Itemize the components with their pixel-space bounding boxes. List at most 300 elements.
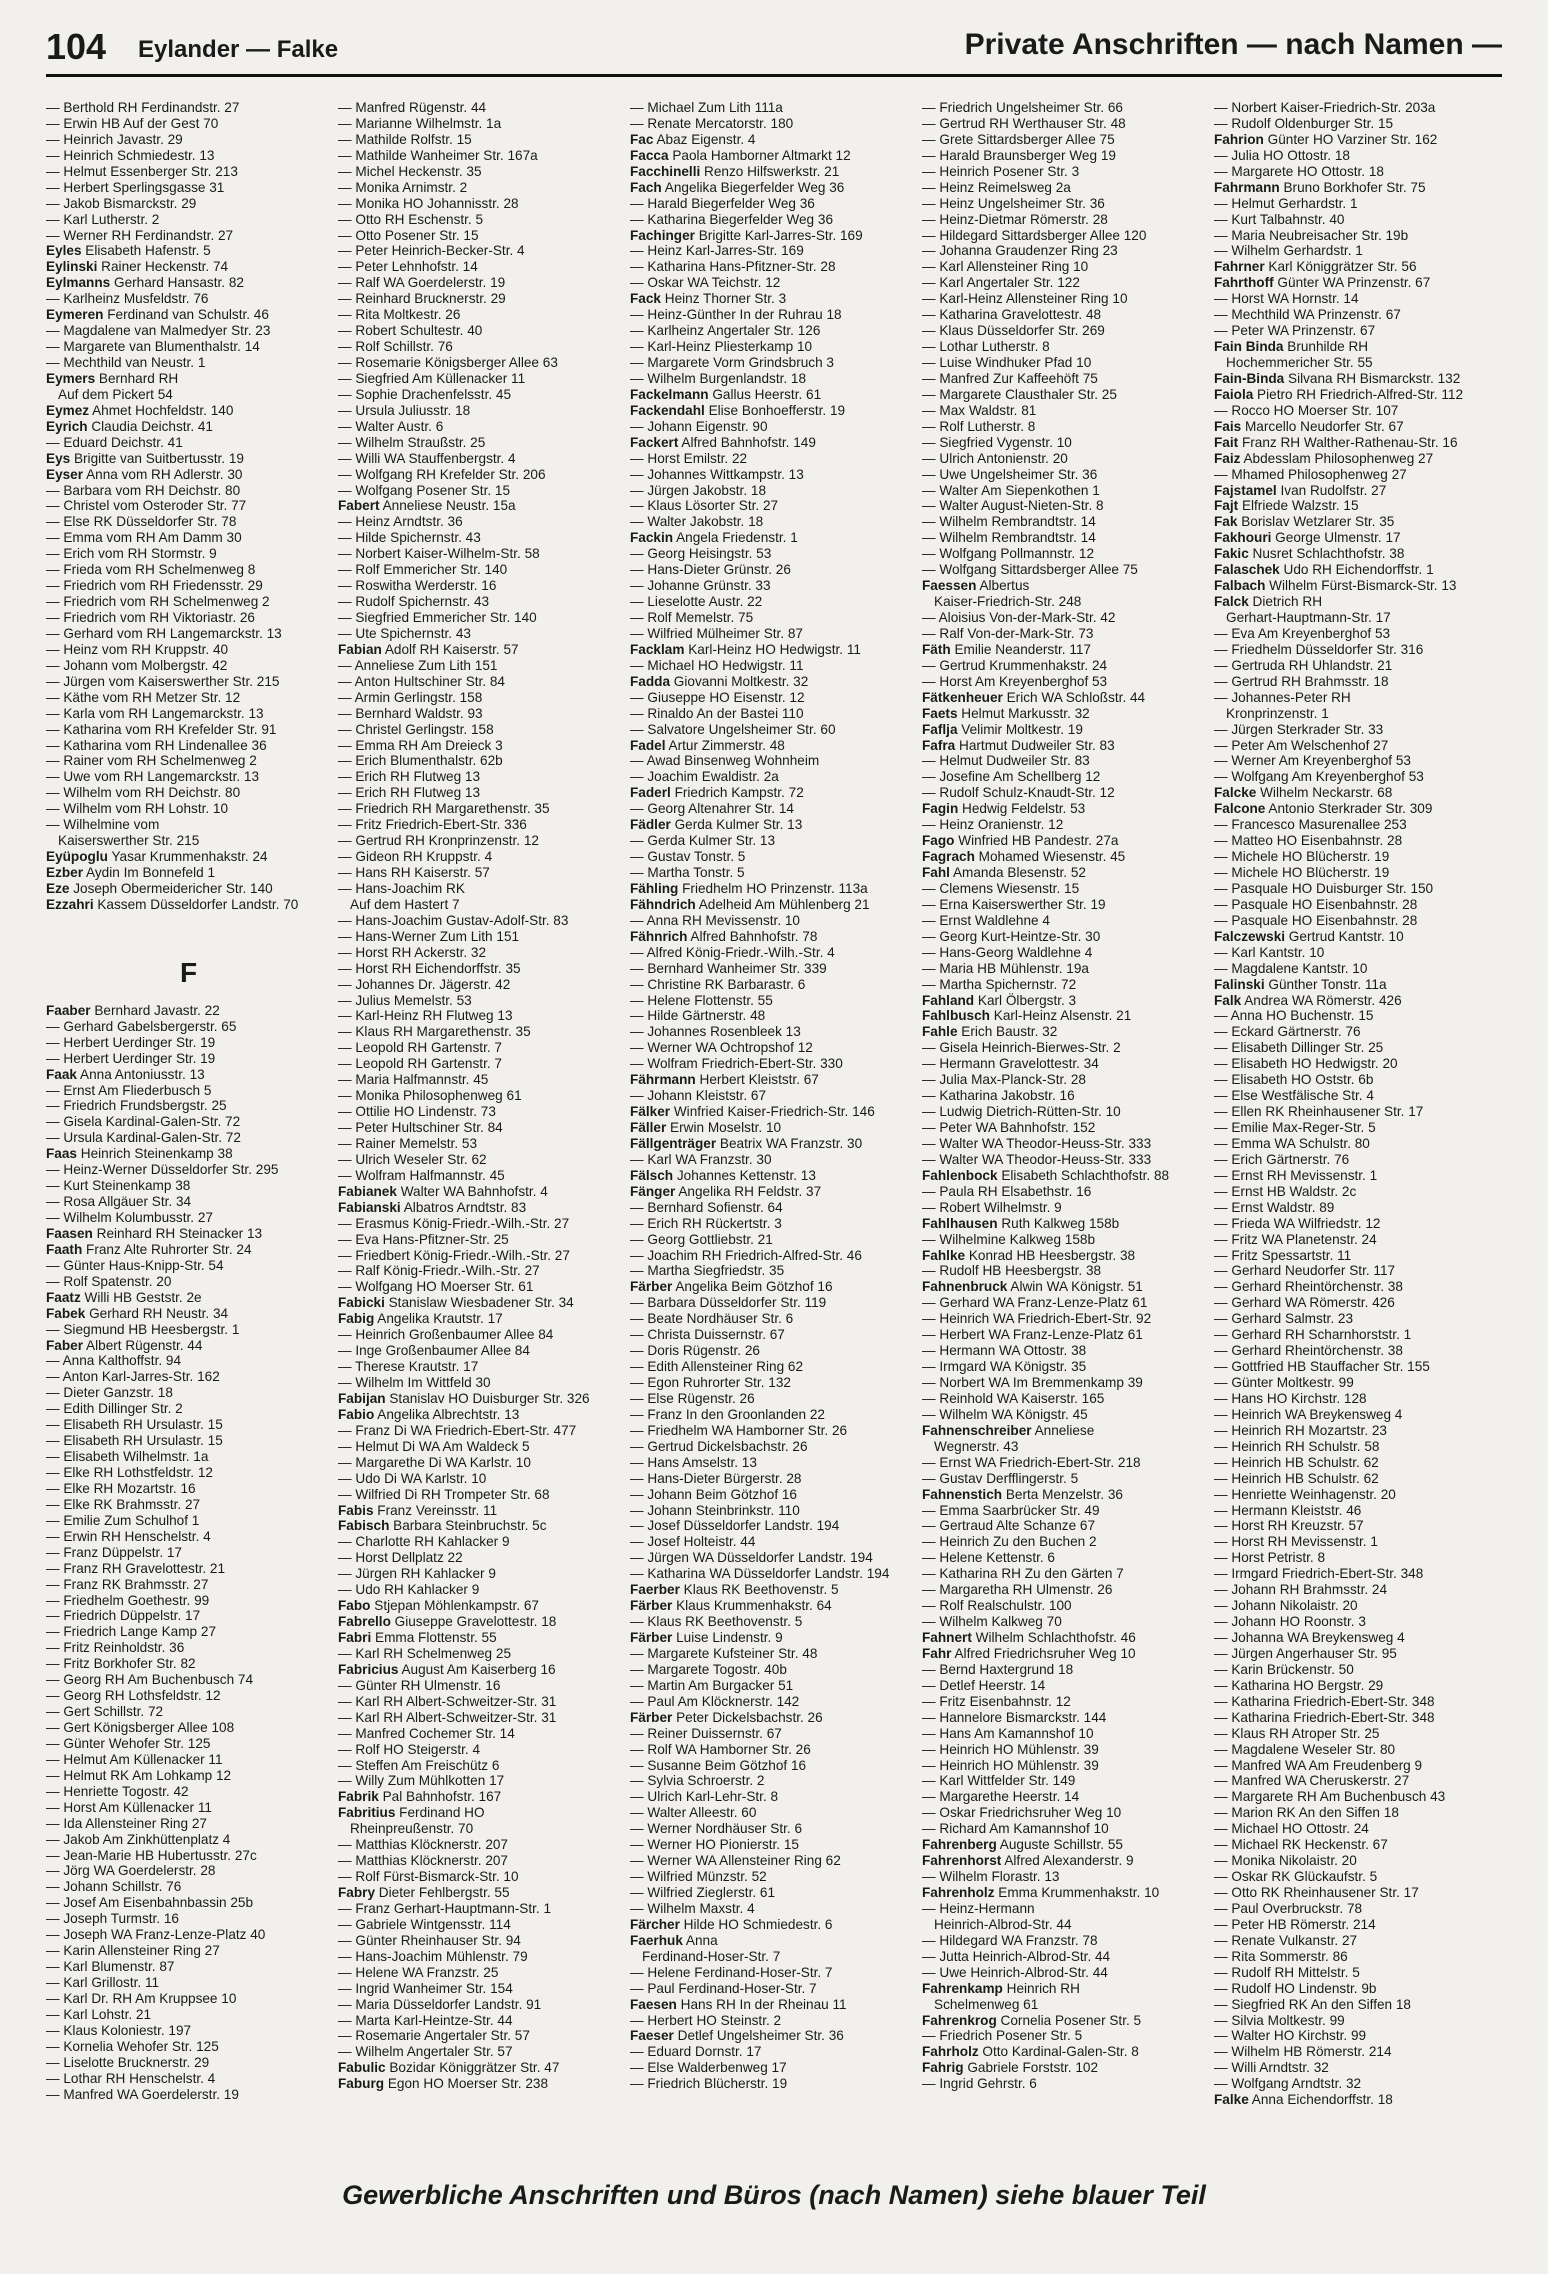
listing-entry: — Paul Ferdinand-Hoser-Str. 7	[630, 1980, 817, 1996]
listing-entry: — Horst RH Ackerstr. 32	[338, 944, 487, 960]
listing-entry: — Ulrich Antonienstr. 20	[922, 450, 1068, 466]
surname: Fackert	[630, 434, 679, 450]
directory-page	[46, 22, 1502, 2252]
listing-entry: — Rolf WA Hamborner Str. 26	[630, 1741, 811, 1757]
listing-entry: — Gerhard Salmstr. 23	[1214, 1311, 1354, 1327]
listing-entry: — Margarete Togostr. 40b	[630, 1661, 787, 1677]
listing-entry: — Reinhold WA Kaiserstr. 165	[922, 1390, 1105, 1406]
listing-entry: — Franz In den Groonlanden 22	[630, 1406, 825, 1422]
listing-entry: — Anna HO Buchenstr. 15	[1214, 1008, 1374, 1024]
surname: Eyrich	[46, 418, 88, 434]
listing-entry: — Manfred Cochemer Str. 14	[338, 1725, 515, 1741]
surname: Falaschek	[1214, 562, 1280, 578]
listing-entry: — Franz RK Brahmsstr. 27	[46, 1576, 209, 1592]
listing-entry: — Josef Holteistr. 44	[630, 1534, 756, 1550]
listing-entry: — Günter Moltkestr. 99	[1214, 1375, 1354, 1390]
listing-entry: — Johann Steinbrinkstr. 110	[630, 1502, 800, 1518]
listing-entry: — Else Westfälische Str. 4	[1214, 1088, 1374, 1104]
listing-entry: Fähndrich Adelheid Am Mühlenberg 21	[630, 896, 870, 912]
listing-entry: — Armin Gerlingstr. 158	[338, 689, 483, 705]
listing-entry: — Horst Petristr. 8	[1214, 1550, 1326, 1566]
listing-entry: Faerber Klaus RK Beethovenstr. 5	[630, 1582, 839, 1598]
listing-entry: Eymez Ahmet Hochfeldstr. 140	[46, 402, 234, 418]
listing-entry: — Klaus RH Atroper Str. 25	[1214, 1725, 1380, 1741]
surname: Fabianski	[338, 1199, 401, 1215]
surname: Fahrenberg	[922, 1837, 997, 1853]
listing-entry: — Rudolf HB Heesbergstr. 38	[922, 1263, 1102, 1279]
listing-entry: — Michael RK Heckenstr. 67	[1214, 1837, 1388, 1853]
listing-entry: Fabisch Barbara Steinbruchstr. 5c	[338, 1518, 547, 1534]
listing-entry: — Franz Düppelstr. 17	[46, 1544, 182, 1560]
listing-entry: — Hans-Joachim Gustav-Adolf-Str. 83	[338, 912, 569, 928]
surname: Fajt	[1214, 498, 1239, 514]
listing-entry: — Karl Lohstr. 21	[46, 2006, 152, 2022]
listing-entry: — Klaus RH Margarethenstr. 35	[338, 1024, 531, 1040]
listing-entry: — Emilie Zum Schulhof 1	[46, 1512, 200, 1528]
listing-entry: Falck Dietrich RH	[1214, 594, 1323, 610]
listing-entry: — Gisela Heinrich-Bierwes-Str. 2	[922, 1040, 1121, 1056]
listing-entry: — Hermann Gravelottestr. 34	[922, 1056, 1099, 1072]
listing-entry: — Ingrid Wanheimer Str. 154	[338, 1980, 513, 1996]
surname: Faflja	[922, 721, 958, 737]
surname: Fabicki	[338, 1295, 385, 1311]
listing-entry: — Wilhelmine vom	[46, 817, 160, 833]
listing-entry: — Margarete Kufsteiner Str. 48	[630, 1645, 818, 1661]
listing-entry: — Mathilde Rolfstr. 15	[338, 131, 472, 147]
surname: Fagrach	[922, 849, 975, 865]
surname: Facca	[630, 147, 669, 163]
listing-entry: — Georg Altenahrer Str. 14	[630, 801, 794, 817]
listing-entry: — Hans HO Kirchstr. 128	[1214, 1390, 1367, 1406]
surname: Faessen	[922, 578, 977, 594]
listing-entry: — Heinz-Werner Düsseldorfer Str. 295	[46, 1162, 279, 1178]
listing-entry: — Julius Memelstr. 53	[338, 992, 472, 1008]
listing-entry: — Sophie Drachenfelsstr. 45	[338, 386, 512, 402]
listing-entry: — Hermann Kleiststr. 46	[1214, 1502, 1362, 1518]
listing-entry: — Franz Di WA Friedrich-Ebert-Str. 477	[338, 1422, 577, 1438]
listing-entry: Faessen Albertus	[922, 578, 1030, 594]
listing-entry: — Monika Arnimstr. 2	[338, 179, 468, 195]
listing-entry: Fackin Angela Friedenstr. 1	[630, 530, 798, 546]
listing-entry: Schelmenweg 61	[934, 1996, 1039, 2012]
listing-entry: — Michael Zum Lith 111a	[630, 100, 783, 115]
listing-entry: — Walter Austr. 6	[338, 418, 444, 434]
listing-entry: — Jürgen vom Kaiserswerther Str. 215	[46, 673, 280, 689]
listing-entry: — Johannes Rosenbleek 13	[630, 1024, 801, 1040]
listing-entry: — Johann Kleiststr. 67	[630, 1088, 767, 1104]
listing-entry: — Aloisius Von-der-Mark-Str. 42	[922, 610, 1116, 625]
listing-entry: — Heinrich RH Mozartstr. 23	[1214, 1422, 1387, 1438]
listing-entry: — Ralf Von-der-Mark-Str. 73	[922, 625, 1094, 641]
listing-entry: — Käthe vom RH Metzer Str. 12	[46, 689, 241, 705]
listing-entry: — Peter WA Bahnhofstr. 152	[922, 1120, 1096, 1135]
surname: Fais	[1214, 418, 1242, 434]
listing-entry: — Hans Amselstr. 13	[630, 1454, 757, 1470]
listing-entry: — Rita Sommerstr. 86	[1214, 1948, 1348, 1964]
listing-entry: Falczewski Gertrud Kantstr. 10	[1214, 928, 1404, 944]
listing-entry: — Wilhelm Florastr. 13	[922, 1869, 1060, 1885]
listing-entry: — Ursula Juliusstr. 18	[338, 402, 471, 418]
listing-entry: — Hans-Georg Waldlehne 4	[922, 944, 1093, 960]
surname: Fabian	[338, 641, 382, 657]
listing-entry: — Lieselotte Austr. 22	[630, 594, 763, 610]
surname: Fait	[1214, 434, 1239, 450]
listing-entry: Wegnerstr. 43	[934, 1438, 1019, 1454]
listing-entry: — Elisabeth HO Hedwigstr. 20	[1214, 1056, 1398, 1072]
listing-entry: — Karl Angertaler Str. 122	[922, 275, 1080, 291]
listing-entry: Fackert Alfred Bahnhofstr. 149	[630, 434, 816, 450]
surname: Falcone	[1214, 801, 1266, 817]
listing-entry: — Frieda vom RH Schelmenweg 8	[46, 562, 256, 578]
surname: Fahrion	[1214, 131, 1264, 147]
surname: Fähnrich	[630, 928, 688, 944]
name-range-heading: Eylander — Falke	[138, 36, 339, 63]
listing-entry: — Gerhard Neudorfer Str. 117	[1214, 1263, 1396, 1279]
surname: Fabio	[338, 1406, 375, 1422]
listing-entry: — Helmut Am Küllenacker 11	[46, 1751, 223, 1767]
listing-entry: — Susanne Beim Götzhof 16	[630, 1757, 807, 1773]
listing-entry: — Johannes Wittkampstr. 13	[630, 466, 804, 482]
listing-entry: Fac Abaz Eigenstr. 4	[630, 131, 756, 147]
listing-entry: — Gerhard Rheintörchenstr. 38	[1214, 1343, 1403, 1359]
listing-entry: — Horst Am Küllenacker 11	[46, 1799, 212, 1815]
listing-entry: — Monika Philosophenweg 61	[338, 1088, 522, 1104]
surname: Fahlke	[922, 1247, 966, 1263]
listing-entry: — Irmgard Friedrich-Ebert-Str. 348	[1214, 1566, 1424, 1582]
listing-entry: — Barbara Düsseldorfer Str. 119	[630, 1295, 827, 1311]
listing-entry: — Heinz Reimelsweg 2a	[922, 179, 1071, 195]
listing-entry: Fälker Winfried Kaiser-Friedrich-Str. 146	[630, 1104, 875, 1120]
listing-entry: Fajt Elfriede Walzstr. 15	[1214, 498, 1359, 514]
listing-entry: — Karl Wittfelder Str. 149	[922, 1773, 1076, 1789]
listing-entry: — Hildegard WA Franzstr. 78	[922, 1932, 1098, 1948]
listing-entry: — Willy Zum Mühlkotten 17	[338, 1773, 505, 1789]
surname: Färber	[630, 1279, 673, 1295]
surname: Fabisch	[338, 1518, 390, 1534]
surname: Faderl	[630, 785, 671, 801]
listing-entry: Kaiserswerther Str. 215	[58, 833, 200, 849]
listing-entry: — Karl Dr. RH Am Kruppsee 10	[46, 1990, 237, 2006]
listing-entry: — Günter Rheinhauser Str. 94	[338, 1932, 521, 1948]
listing-entry: — Johann RH Brahmsstr. 24	[1214, 1582, 1388, 1598]
listing-entry: — Horst RH Mevissenstr. 1	[1214, 1534, 1378, 1550]
listing-entry: — Katharina Gravelottestr. 48	[922, 307, 1102, 323]
listing-entry: Fabijan Stanislav HO Duisburger Str. 326	[338, 1390, 590, 1406]
listing-entry: — Kurt Talbahnstr. 40	[1214, 211, 1345, 227]
listing-entry: — Johann Nikolaistr. 20	[1214, 1598, 1358, 1614]
listing-entry: — Friedhelm Düsseldorfer Str. 316	[1214, 641, 1424, 657]
listing-entry: Fabo Stjepan Möhlenkampstr. 67	[338, 1598, 539, 1614]
listing-entry: — Gerhard Rheintörchenstr. 38	[1214, 1279, 1403, 1295]
listing-entry: — Paula RH Elsabethstr. 16	[922, 1183, 1092, 1199]
listing-entry: — Beate Nordhäuser Str. 6	[630, 1311, 794, 1327]
surname: Fahlenbock	[922, 1167, 998, 1183]
listing-entry: — Johannes-Peter RH	[1214, 689, 1351, 705]
listing-column-3	[630, 100, 915, 2092]
listing-entry: — Udo Di WA Karlstr. 10	[338, 1470, 487, 1486]
surname: Fänger	[630, 1183, 676, 1199]
listing-entry: Falaschek Udo RH Eichendorffstr. 1	[1214, 562, 1434, 578]
listing-entry: — Manfred WA Goerdelerstr. 19	[46, 2086, 239, 2102]
listing-entry: — Heinrich Zu den Buchen 2	[922, 1534, 1097, 1550]
listing-entry: Rheinpreußenstr. 70	[350, 1821, 474, 1837]
listing-entry: — Helmut RK Am Lohkamp 12	[46, 1767, 232, 1783]
listing-entry: Ezzahri Kassem Düsseldorfer Landstr. 70	[46, 896, 299, 912]
listing-entry: — Friedhelm Goethestr. 99	[46, 1592, 210, 1608]
listing-entry: — Anton Karl-Jarres-Str. 162	[46, 1369, 220, 1385]
listing-entry: — Michele HO Blücherstr. 19	[1214, 865, 1390, 880]
listing-entry: — Wolfram Halfmannstr. 45	[338, 1167, 505, 1183]
listing-entry: — Wilhelm Gerhardstr. 1	[1214, 243, 1363, 259]
listing-entry: Faber Albert Rügenstr. 44	[46, 1337, 203, 1353]
listing-entry: — Michel Heckenstr. 35	[338, 163, 482, 179]
surname: Fädler	[630, 817, 671, 833]
surname: Fadel	[630, 737, 666, 753]
listing-entry: Fahr Alfred Friedrichsruher Weg 10	[922, 1645, 1136, 1661]
listing-entry: — Karl Kantstr. 10	[1214, 944, 1325, 960]
surname: Falczewski	[1214, 928, 1286, 944]
listing-entry: — Ute Spichernstr. 43	[338, 625, 471, 641]
surname: Faesen	[630, 1996, 677, 2012]
listing-entry: — Werner RH Ferdinandstr. 27	[46, 227, 234, 243]
listing-entry: Fällgenträger Beatrix WA Franzstr. 30	[630, 1135, 863, 1151]
listing-entry: — Heinz-Dietmar Römerstr. 28	[922, 211, 1108, 227]
listing-entry: — Emma WA Schulstr. 80	[1214, 1135, 1370, 1151]
surname: Fahrholz	[922, 2044, 979, 2060]
listing-entry: — Max Waldstr. 81	[922, 402, 1037, 418]
surname: Facklam	[630, 641, 685, 657]
listing-entry: — Alfred König-Friedr.-Wilh.-Str. 4	[630, 944, 835, 960]
listing-entry: — Heinz Ungelsheimer Str. 36	[922, 195, 1105, 211]
listing-entry: — Franz RH Gravelottestr. 21	[46, 1560, 226, 1576]
listing-entry: Fack Heinz Thorner Str. 3	[630, 291, 787, 307]
surname: Fabrello	[338, 1614, 391, 1630]
listing-entry: — Magdalene Kantstr. 10	[1214, 960, 1368, 976]
listing-entry: — Marta Karl-Heintze-Str. 44	[338, 2012, 513, 2028]
listing-entry: — Gustav Tonstr. 5	[630, 849, 746, 865]
listing-entry: Faderl Friedrich Kampstr. 72	[630, 785, 804, 801]
listing-entry: — Karl Allensteiner Ring 10	[922, 259, 1089, 275]
listing-entry: — Joseph Turmstr. 16	[46, 1911, 179, 1927]
listing-entry: — Fritz Spessartstr. 11	[1214, 1247, 1352, 1263]
surname: Faaber	[46, 1002, 91, 1018]
listing-entry: — Peter Heinrich-Becker-Str. 4	[338, 243, 525, 259]
listing-entry: — Georg Heisingstr. 53	[630, 546, 772, 562]
surname: Falck	[1214, 594, 1249, 610]
surname: Eylmanns	[46, 275, 111, 291]
listing-entry: — Helene Flottenstr. 55	[630, 992, 773, 1008]
surname: Fain-Binda	[1214, 370, 1285, 386]
listing-columns	[46, 100, 1502, 2150]
listing-entry: — Margarete van Blumenthalstr. 14	[46, 339, 260, 355]
page-header	[46, 22, 1502, 77]
surname: Fahrenholz	[922, 1885, 995, 1900]
listing-entry: Fälsch Johannes Kettenstr. 13	[630, 1167, 816, 1183]
listing-entry: — Gert Schillstr. 72	[46, 1704, 164, 1720]
listing-entry: — Hans RH Kaiserstr. 57	[338, 865, 490, 880]
listing-entry: — Katharina RH Zu den Gärten 7	[922, 1566, 1124, 1582]
surname: Fac	[630, 131, 654, 147]
listing-entry: Kronprinzenstr. 1	[1226, 705, 1329, 721]
listing-entry: — Helene Kettenstr. 6	[922, 1550, 1055, 1566]
listing-entry: — Inge Großenbaumer Allee 84	[338, 1343, 530, 1359]
listing-entry: Fahlhausen Ruth Kalkweg 158b	[922, 1215, 1120, 1231]
listing-entry: — Wolfgang Am Kreyenberghof 53	[1214, 769, 1424, 785]
listing-entry: — Heinz-Günther In der Ruhrau 18	[630, 307, 842, 323]
footer-note: Gewerbliche Anschriften und Büros (nach Namen) siehe blauer Teil	[342, 2180, 1206, 2210]
surname: Fahrenkrog	[922, 2012, 997, 2028]
listing-entry: — Hilde Spichernstr. 43	[338, 530, 481, 546]
listing-entry: — Margarethe Di WA Karlstr. 10	[338, 1454, 531, 1470]
listing-entry: — Georg RH Lothsfeldstr. 12	[46, 1688, 221, 1704]
listing-entry: — Manfred Zur Kaffeehöft 75	[922, 370, 1098, 386]
surname: Fahlhausen	[922, 1215, 998, 1231]
listing-entry: — Heinz Karl-Jarres-Str. 169	[630, 243, 804, 259]
listing-entry: — Jürgen WA Düsseldorfer Landstr. 194	[630, 1550, 873, 1566]
listing-entry: — Rainer vom RH Schelmenweg 2	[46, 753, 257, 769]
listing-entry: Fabianek Walter WA Bahnhofstr. 4	[338, 1183, 548, 1199]
listing-entry: — Ernst RH Mevissenstr. 1	[1214, 1167, 1378, 1183]
listing-entry: Fädler Gerda Kulmer Str. 13	[630, 817, 803, 833]
listing-entry: — Erich RH Rückertstr. 3	[630, 1215, 782, 1231]
listing-entry: — Oskar Friedrichsruher Weg 10	[922, 1805, 1122, 1821]
listing-entry: — Emma vom RH Am Damm 30	[46, 530, 242, 546]
listing-entry: — Berthold RH Ferdinandstr. 27	[46, 100, 240, 115]
listing-entry: — Gerhard RH Scharnhorststr. 1	[1214, 1327, 1412, 1343]
listing-entry: — Rosemarie Königsberger Allee 63	[338, 355, 558, 370]
listing-entry: — Fritz Friedrich-Ebert-Str. 336	[338, 817, 527, 833]
listing-entry: — Rolf Realschulstr. 100	[922, 1598, 1072, 1614]
surname: Fachinger	[630, 227, 695, 243]
surname: Fabianek	[338, 1183, 397, 1199]
listing-entry: — Heinrich Schmiedestr. 13	[46, 147, 215, 163]
listing-entry: — Maria Düsseldorfer Landstr. 91	[338, 1996, 542, 2012]
listing-entry: — Herbert Uerdinger Str. 19	[46, 1034, 216, 1050]
listing-entry: Faerhuk Anna	[630, 1932, 718, 1948]
listing-entry: — Ulrich Karl-Lehr-Str. 8	[630, 1789, 779, 1805]
listing-entry: — Else RK Düsseldorfer Str. 78	[46, 514, 237, 530]
listing-entry: — Hans-Werner Zum Lith 151	[338, 928, 520, 944]
listing-entry: — Mathilde Wanheimer Str. 167a	[338, 147, 538, 163]
surname: Fadda	[630, 673, 671, 689]
surname: Fagin	[922, 801, 959, 817]
listing-entry: Färber Peter Dickelsbachstr. 26	[630, 1709, 823, 1725]
listing-entry: — Salvatore Ungelsheimer Str. 60	[630, 721, 836, 737]
surname: Eymez	[46, 402, 90, 418]
surname: Falcke	[1214, 785, 1257, 801]
listing-entry: — Wilfried Zieglerstr. 61	[630, 1885, 776, 1900]
listing-entry: — Hermann WA Ottostr. 38	[922, 1343, 1087, 1359]
surname: Fälker	[630, 1104, 671, 1120]
listing-entry: — Hannelore Bismarckstr. 144	[922, 1709, 1107, 1725]
listing-entry: Fabricius August Am Kaiserberg 16	[338, 1661, 556, 1677]
surname: Ezzahri	[46, 896, 94, 912]
listing-entry: — Gerhard WA Römerstr. 426	[1214, 1295, 1395, 1311]
listing-entry: Fahrenhorst Alfred Alexanderstr. 9	[922, 1853, 1134, 1869]
listing-entry: — Paul Overbruckstr. 78	[1214, 1900, 1363, 1916]
listing-entry: — Christel Gerlingstr. 158	[338, 721, 494, 737]
listing-entry: Fabritius Ferdinand HO	[338, 1805, 485, 1821]
listing-entry: Fäller Erwin Moselstr. 10	[630, 1120, 782, 1135]
listing-entry: — Werner Nordhäuser Str. 6	[630, 1821, 803, 1837]
listing-entry: — Otto RK Rheinhausener Str. 17	[1214, 1885, 1419, 1900]
listing-entry: — Heinrich HO Mühlenstr. 39	[922, 1741, 1099, 1757]
listing-entry: — Leopold RH Gartenstr. 7	[338, 1056, 502, 1072]
listing-entry: — Gert Königsberger Allee 108	[46, 1720, 235, 1735]
surname: Fach	[630, 179, 662, 195]
listing-entry: — Erwin HB Auf der Gest 70	[46, 115, 219, 131]
listing-entry: — Heinz vom RH Kruppstr. 40	[46, 641, 229, 657]
listing-entry: — Hans-Joachim Mühlenstr. 79	[338, 1948, 528, 1964]
listing-entry: Fackelmann Gallus Heerstr. 61	[630, 386, 822, 402]
surname: Fahnert	[922, 1630, 972, 1645]
listing-entry: — Ingrid Gehrstr. 6	[922, 2076, 1037, 2092]
listing-entry: — Rita Moltkestr. 26	[338, 307, 461, 323]
listing-entry: — Helene Ferdinand-Hoser-Str. 7	[630, 1964, 833, 1980]
surname: Fälsch	[630, 1167, 674, 1183]
surname: Fabry	[338, 1885, 376, 1900]
listing-entry: — Heinrich Posener Str. 3	[922, 163, 1080, 179]
listing-entry: — Silvia Moltkestr. 99	[1214, 2012, 1345, 2028]
listing-entry: — Norbert Kaiser-Wilhelm-Str. 58	[338, 546, 540, 562]
listing-entry: — Karl-Heinz Pliesterkamp 10	[630, 339, 813, 355]
listing-entry: — Hans Am Kamannshof 10	[922, 1725, 1094, 1741]
listing-entry: — Katharina WA Düsseldorfer Landstr. 194	[630, 1566, 890, 1582]
listing-entry: — Bernd Haxtergrund 18	[922, 1661, 1074, 1677]
surname: Fahrig	[922, 2060, 964, 2076]
listing-entry: Fabicki Stanislaw Wiesbadener Str. 34	[338, 1295, 574, 1311]
listing-entry: — Gerhard WA Franz-Lenze-Platz 61	[922, 1295, 1148, 1311]
listing-entry: — Emma RH Am Dreieck 3	[338, 737, 503, 753]
listing-entry: Facklam Karl-Heinz HO Hedwigstr. 11	[630, 641, 861, 657]
listing-entry: — Ulrich Weseler Str. 62	[338, 1151, 487, 1167]
listing-entry: — Katharina Friedrich-Ebert-Str. 348	[1214, 1693, 1435, 1709]
surname: Fahnenschreiber	[922, 1422, 1032, 1438]
listing-entry: — Katharina Jakobstr. 16	[922, 1088, 1075, 1104]
surname: Faeser	[630, 2028, 674, 2044]
listing-entry: — Anton Hultschiner Str. 84	[338, 673, 505, 689]
listing-entry: Faak Anna Antoniusstr. 13	[46, 1066, 205, 1082]
listing-entry: — Doris Rügenstr. 26	[630, 1343, 760, 1359]
listing-entry: — Wilhelm vom RH Lohstr. 10	[46, 801, 229, 817]
listing-entry: Fadda Giovanni Moltkestr. 32	[630, 673, 809, 689]
listing-entry: — Karl Grillostr. 11	[46, 1975, 160, 1990]
surname: Fabulic	[338, 2060, 386, 2076]
listing-entry: Auf dem Hastert 7	[350, 896, 460, 912]
listing-entry: — Roswitha Werderstr. 16	[338, 578, 497, 594]
surname: Faets	[922, 705, 958, 721]
listing-entry: Heinrich-Albrod-Str. 44	[934, 1916, 1072, 1932]
listing-entry: — Mechthild van Neustr. 1	[46, 355, 206, 370]
surname: Facchinelli	[630, 163, 701, 179]
listing-entry: — Julia Max-Planck-Str. 28	[922, 1072, 1086, 1088]
listing-entry: Fach Angelika Biegerfelder Weg 36	[630, 179, 845, 195]
listing-entry: — Friedrich Posener Str. 5	[922, 2028, 1083, 2044]
surname: Fahrenkamp	[922, 1980, 1003, 1996]
listing-entry: — Friedrich Lange Kamp 27	[46, 1624, 217, 1640]
surname: Fabo	[338, 1598, 371, 1614]
listing-entry: — Ludwig Dietrich-Rütten-Str. 10	[922, 1104, 1121, 1120]
listing-entry: Fait Franz RH Walther-Rathenau-Str. 16	[1214, 434, 1458, 450]
listing-entry: — Klaus Düsseldorfer Str. 269	[922, 323, 1105, 339]
listing-entry: — Heinrich HO Mühlenstr. 39	[922, 1757, 1099, 1773]
listing-entry: Fahrholz Otto Kardinal-Galen-Str. 8	[922, 2044, 1139, 2060]
listing-entry: Fagrach Mohamed Wiesenstr. 45	[922, 849, 1126, 865]
listing-entry: — Rudolf RH Mittelstr. 5	[1214, 1964, 1360, 1980]
surname: Faiz	[1214, 450, 1241, 466]
listing-entry: — Gideon RH Kruppstr. 4	[338, 849, 493, 865]
surname: Fahland	[922, 992, 975, 1008]
